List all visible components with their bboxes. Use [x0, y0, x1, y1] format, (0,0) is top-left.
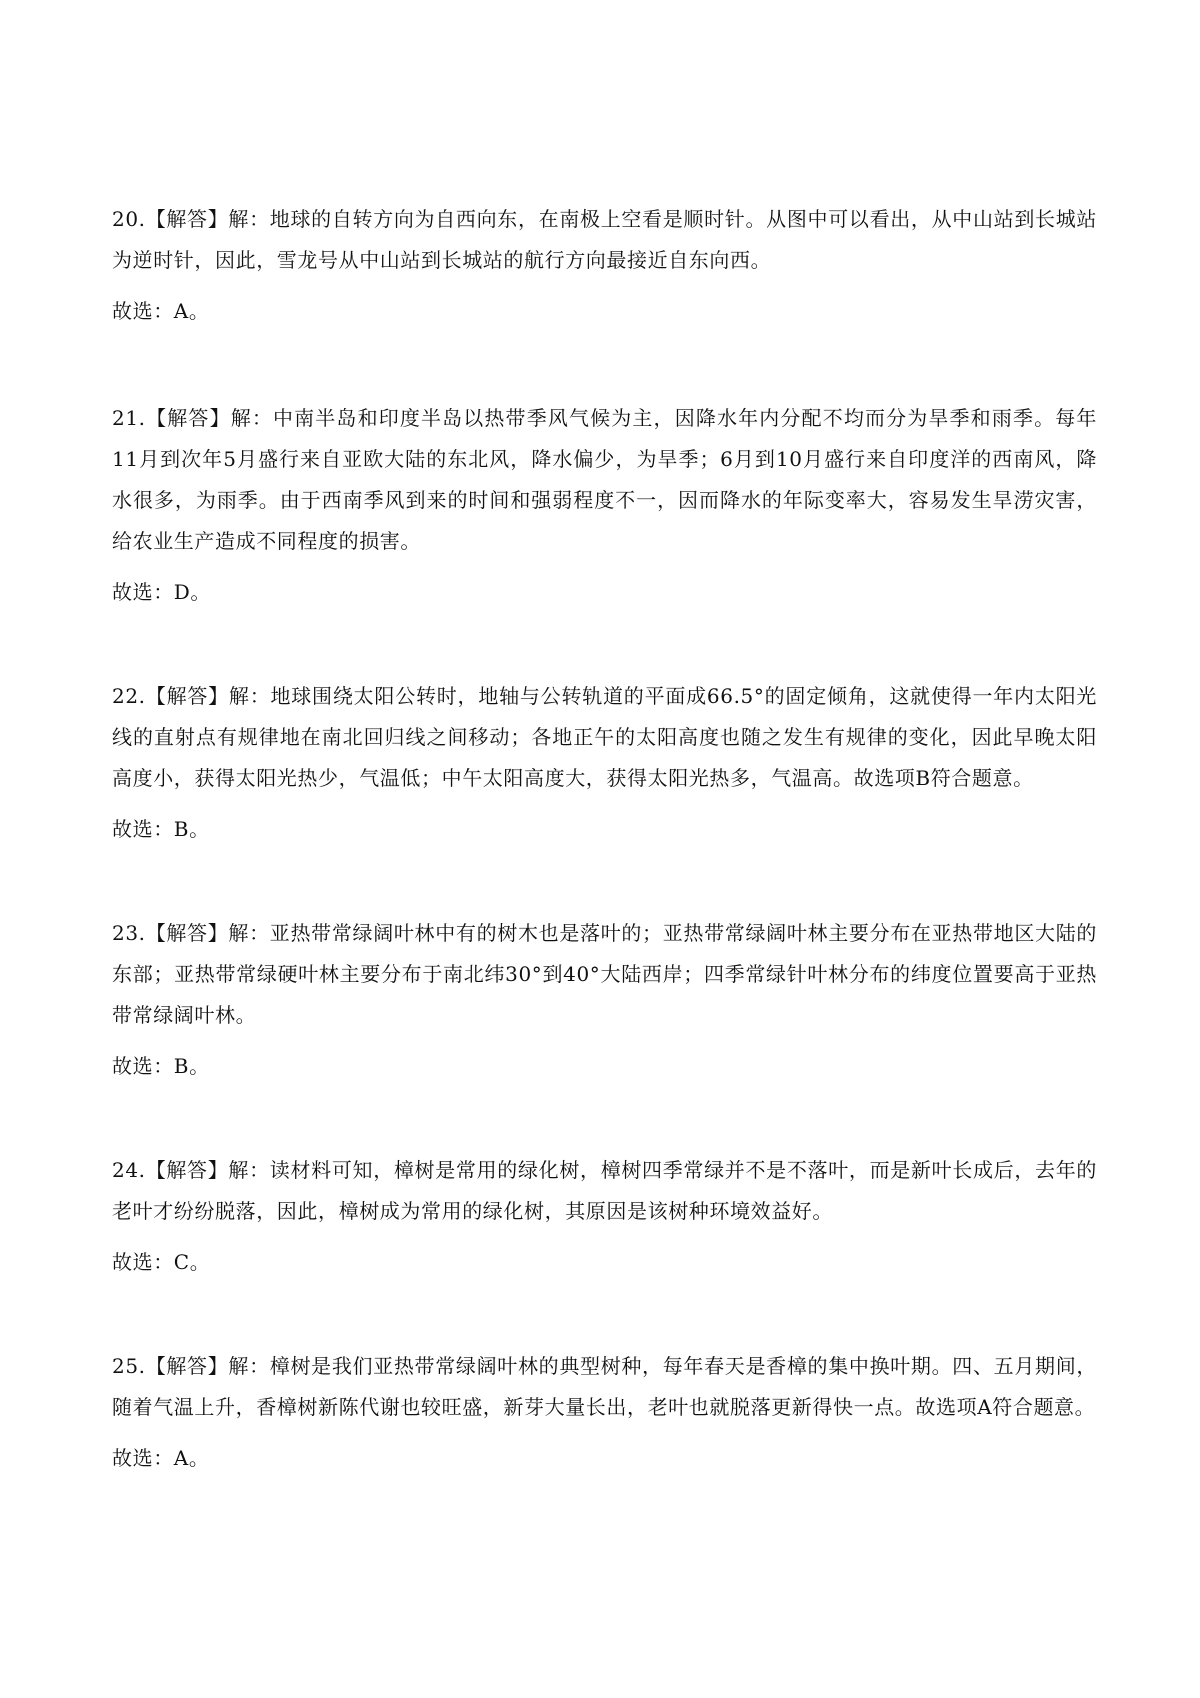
answer-choice: 故选：D。 [112, 580, 212, 604]
explanation-text: 24.【解答】解：读材料可知，樟树是常用的绿化树，樟树四季常绿并不是不落叶，而是新叶长成后，去年的老叶才纷纷脱落，因此，樟树成为常用的绿化树，其原因是该树种环境效益好。 [112, 1158, 1097, 1223]
answer-choice: 故选：C。 [112, 1250, 211, 1274]
question-23-explanation [112, 913, 1097, 1087]
explanation-text: 21.【解答】解：中南半岛和印度半岛以热带季风气候为主，因降水年内分配不均而分为旱季和雨季。每年11月到次年5月盛行来自亚欧大陆的东北风，降水偏少，为旱季；6月到10月盛行来自印度洋的西南风，降水很多，为雨季。由于西南季风到来的时间和强弱程度不一，因而降水的年际变率大，容易发生旱涝灾害，给农业生产造成不同程度的损害。 [112, 406, 1097, 553]
question-22-explanation [112, 676, 1097, 850]
explanation-text: 25.【解答】解：樟树是我们亚热带常绿阔叶林的典型树种，每年春天是香樟的集中换叶期。四、五月期间，随着气温上升，香樟树新陈代谢也较旺盛，新芽大量长出，老叶也就脱落更新得快一点。故选项A符合题意。 [112, 1354, 1097, 1419]
question-21-explanation [112, 398, 1097, 613]
answer-choice: 故选：B。 [112, 1054, 210, 1078]
question-24-explanation [112, 1150, 1097, 1283]
question-25-explanation [112, 1346, 1097, 1479]
explanation-text: 22.【解答】解：地球围绕太阳公转时，地轴与公转轨道的平面成66.5°的固定倾角，这就使得一年内太阳光线的直射点有规律地在南北回归线之间移动；各地正午的太阳高度也随之发生有规律的变化，因此早晚太阳高度小，获得太阳光热少，气温低；中午太阳高度大，获得太阳光热多，气温高。故选项B符合题意。 [112, 684, 1097, 790]
explanation-text: 20.【解答】解：地球的自转方向为自西向东，在南极上空看是顺时针。从图中可以看出，从中山站到长城站为逆时针，因此，雪龙号从中山站到长城站的航行方向最接近自东向西。 [112, 207, 1097, 272]
explanation-text: 23.【解答】解：亚热带常绿阔叶林中有的树木也是落叶的；亚热带常绿阔叶林主要分布在亚热带地区大陆的东部；亚热带常绿硬叶林主要分布于南北纬30°到40°大陆西岸；四季常绿针叶林分布的纬度位置要高于亚热带常绿阔叶林。 [112, 921, 1097, 1027]
answer-choice: 故选：A。 [112, 1446, 210, 1470]
answer-choice: 故选：B。 [112, 817, 210, 841]
question-20-explanation [112, 199, 1097, 332]
answer-choice: 故选：A。 [112, 299, 210, 323]
